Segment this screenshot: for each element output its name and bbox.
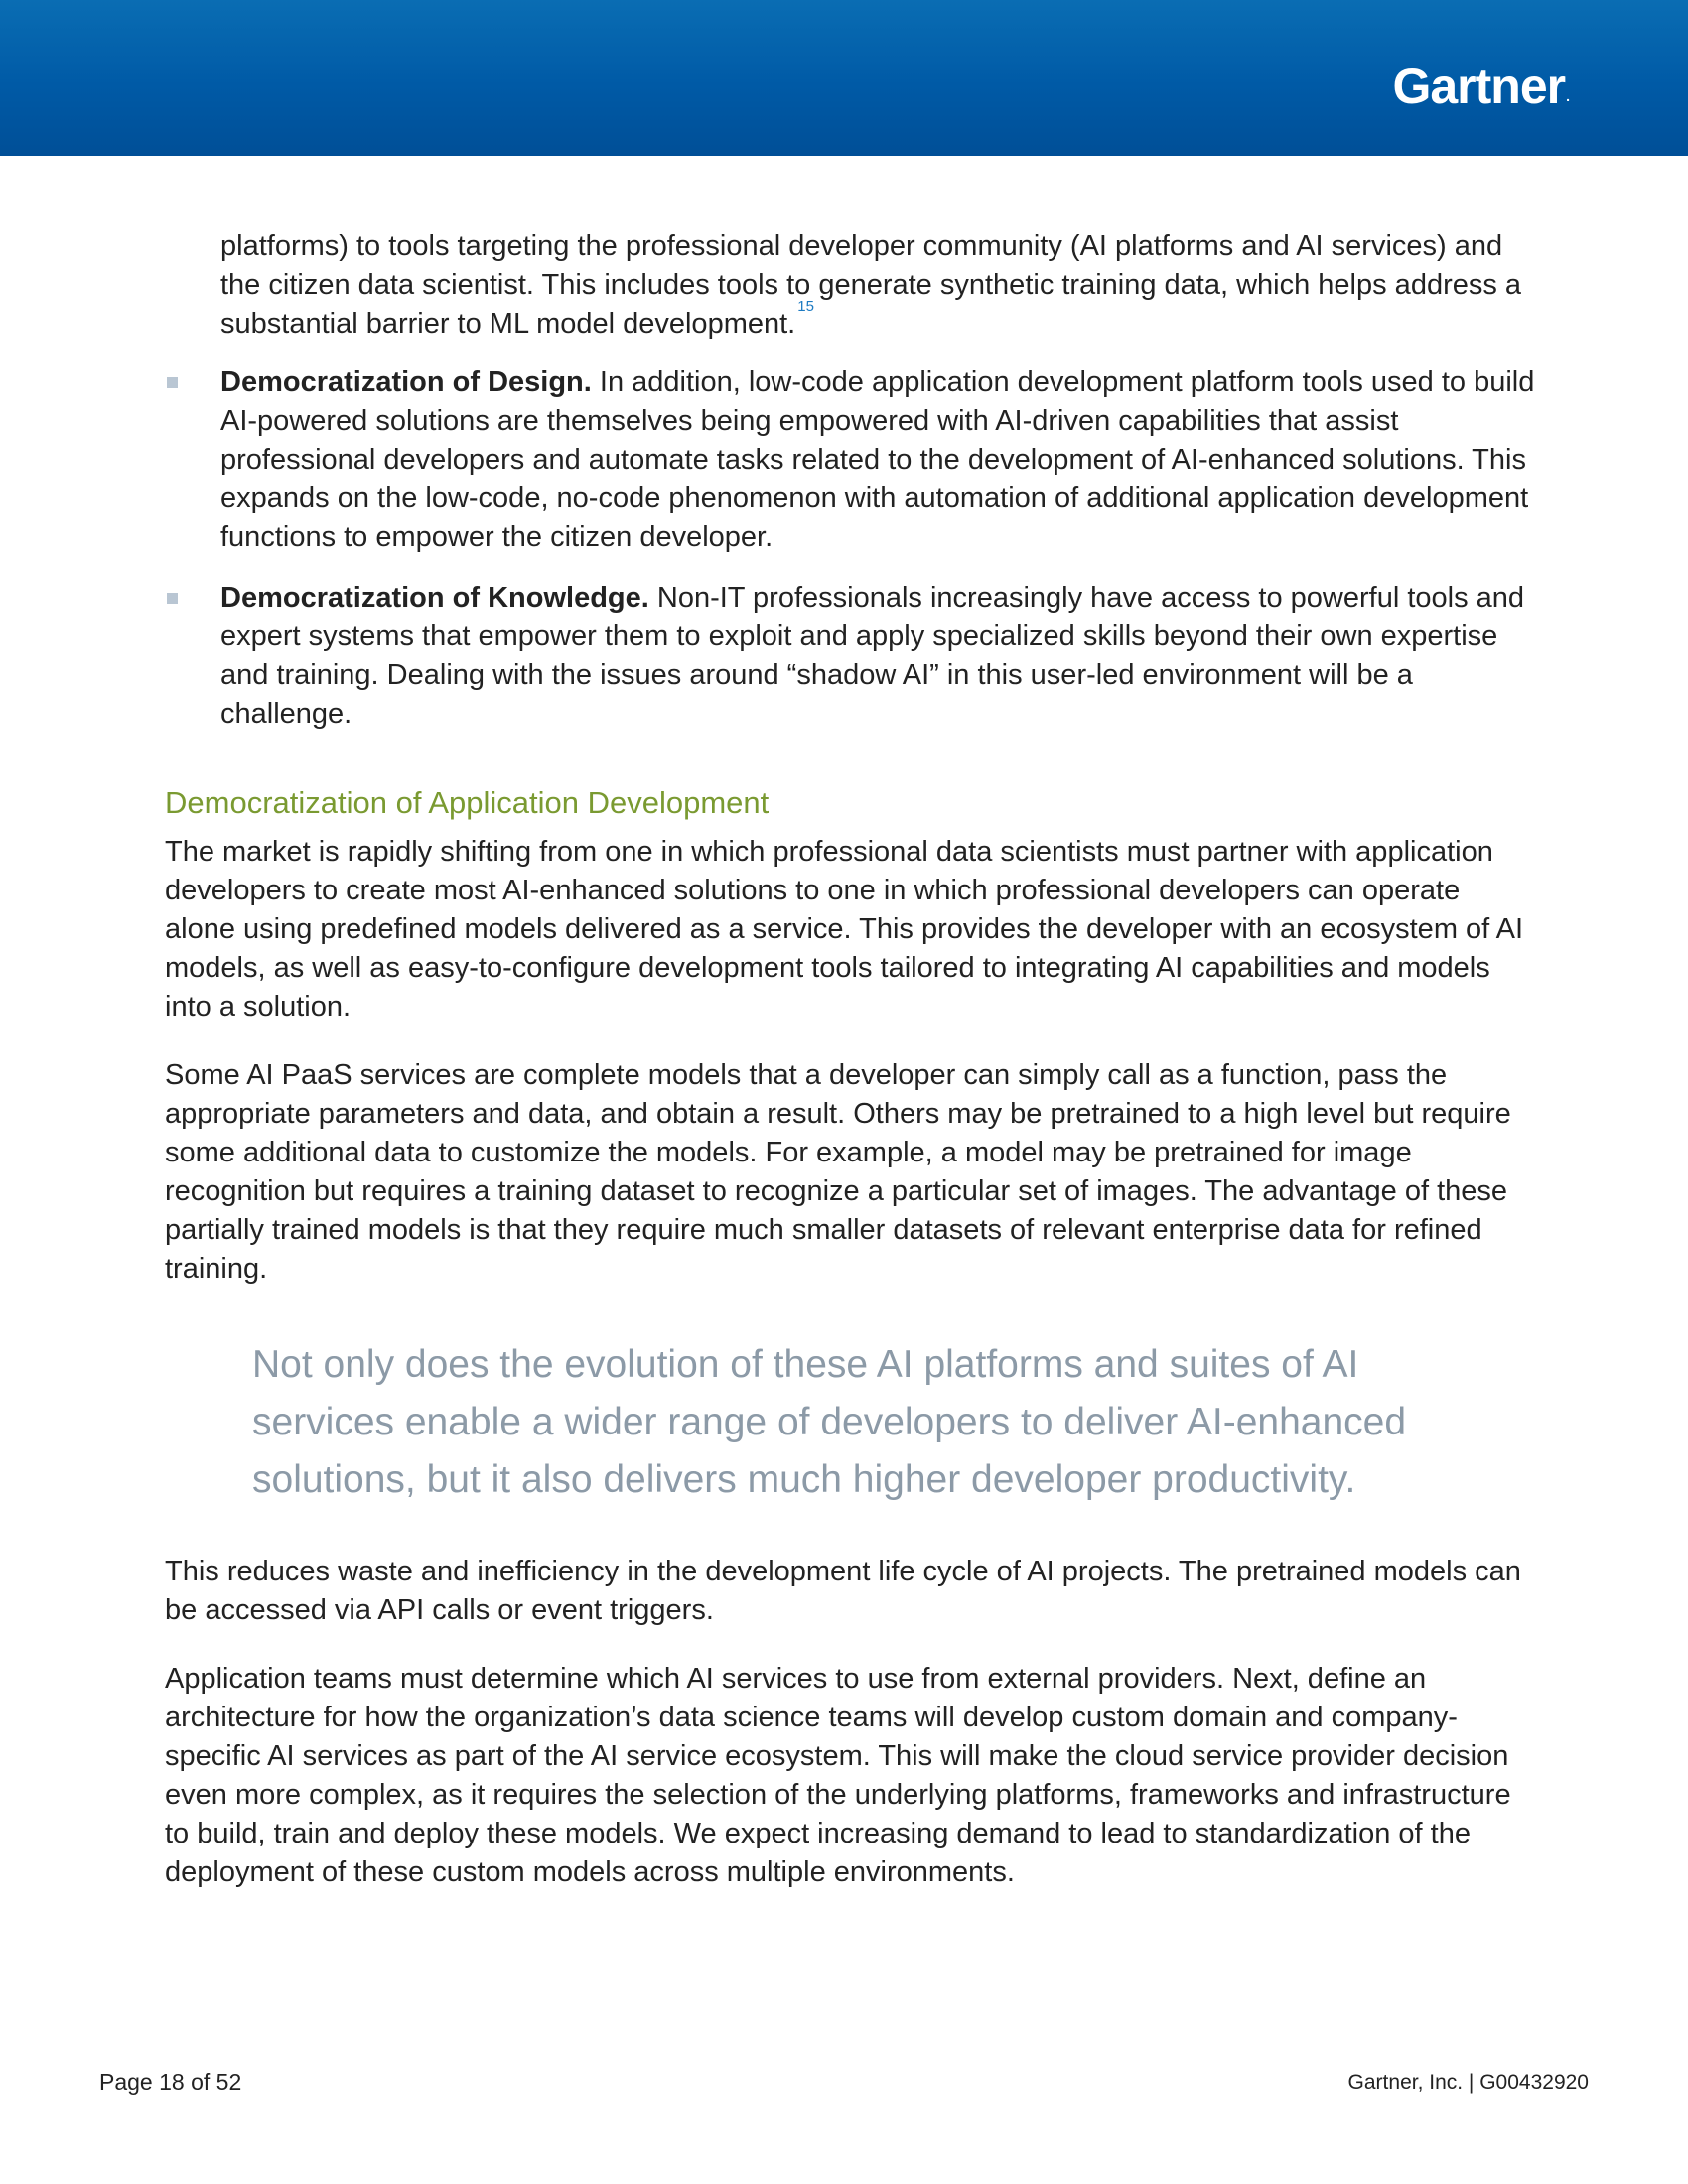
body-paragraph: Some AI PaaS services are complete models that a developer can simply call as a function, pass the appropriate parameters and data, and obtain a result. Others may be pretrained to a high level but require some additional data to customize the models. For example, a model may be pretrained for image recognition but requires a training dataset to recognize a particular set of images. The advantage of these partially trained models is that they require much smaller datasets of relevant enterprise data for refined training. <box>165 1059 1511 1285</box>
page-content <box>165 227 1535 1922</box>
list-item <box>165 363 1535 557</box>
square-bullet-icon <box>167 377 178 388</box>
intro-continuation-paragraph <box>220 227 1535 343</box>
gartner-logo <box>1392 59 1569 114</box>
logo-text: Gartner <box>1392 59 1566 114</box>
section-heading: Democratization of Application Development <box>165 785 770 820</box>
page-header-banner <box>0 0 1688 156</box>
bullet-text: Non-IT professionals increasingly have access to powerful tools and expert systems that empower them to exploit and apply specialized skills beyond their own expertise and training. Dealing with the issues around “shadow AI” in this user-led environment will be a challenge. <box>220 582 1525 730</box>
page-number: Page 18 of 52 <box>99 2069 242 2095</box>
body-paragraph: The market is rapidly shifting from one in which professional data scientists must partner with application developers to create most AI-enhanced solutions to one in which professional developers can operate alone using predefined models delivered as a service. This provides the developer with an ecosystem of AI models, as well as easy-to-configure development tools tailored to integrating AI capabilities and models into a solution. <box>165 836 1524 1023</box>
footnote-reference[interactable]: 15 <box>797 298 814 315</box>
list-item <box>165 579 1535 734</box>
bullet-text: In addition, low-code application development platform tools used to build AI-powered solutions are themselves being empowered with AI-driven capabilities that assist professional developers and automate tasks related to the development of AI-enhanced solutions. This expands on the low-code, no-code phenomenon with automation of additional application development functions to empower the citizen developer. <box>220 366 1535 553</box>
democratization-bullet-list <box>165 363 1535 734</box>
intro-continuation-text: platforms) to tools targeting the professional developer community (AI platforms and AI services) and the citizen data scientist. This includes tools to generate synthetic training data, which helps address a substantial barrier to ML model development. <box>220 230 1522 340</box>
body-paragraph: Application teams must determine which AI services to use from external providers. Next, define an architecture for how the organization’s data science teams will develop custom domain and company-specific AI services as part of the AI service ecosystem. This will make the cloud service provider decision even more complex, as it requires the selection of the underlying platforms, frameworks and infrastructure to build, train and deploy these models. We expect increasing demand to lead to standardization of the deployment of these custom models across multiple environments. <box>165 1663 1511 1888</box>
body-paragraph: This reduces waste and inefficiency in the development life cycle of AI projects. The pretrained models can be accessed via API calls or event triggers. <box>165 1556 1521 1626</box>
document-id: Gartner, Inc. | G00432920 <box>1347 2071 1589 2094</box>
bullet-lead: Democratization of Knowledge. <box>220 582 649 614</box>
square-bullet-icon <box>167 593 178 604</box>
bullet-lead: Democratization of Design. <box>220 366 592 398</box>
logo-mark: . <box>1566 88 1569 104</box>
pull-quote: Not only does the evolution of these AI platforms and suites of AI services enable a wider range of developers to deliver AI-enhanced solutions, but it also delivers much higher developer productivity. <box>252 1343 1407 1501</box>
